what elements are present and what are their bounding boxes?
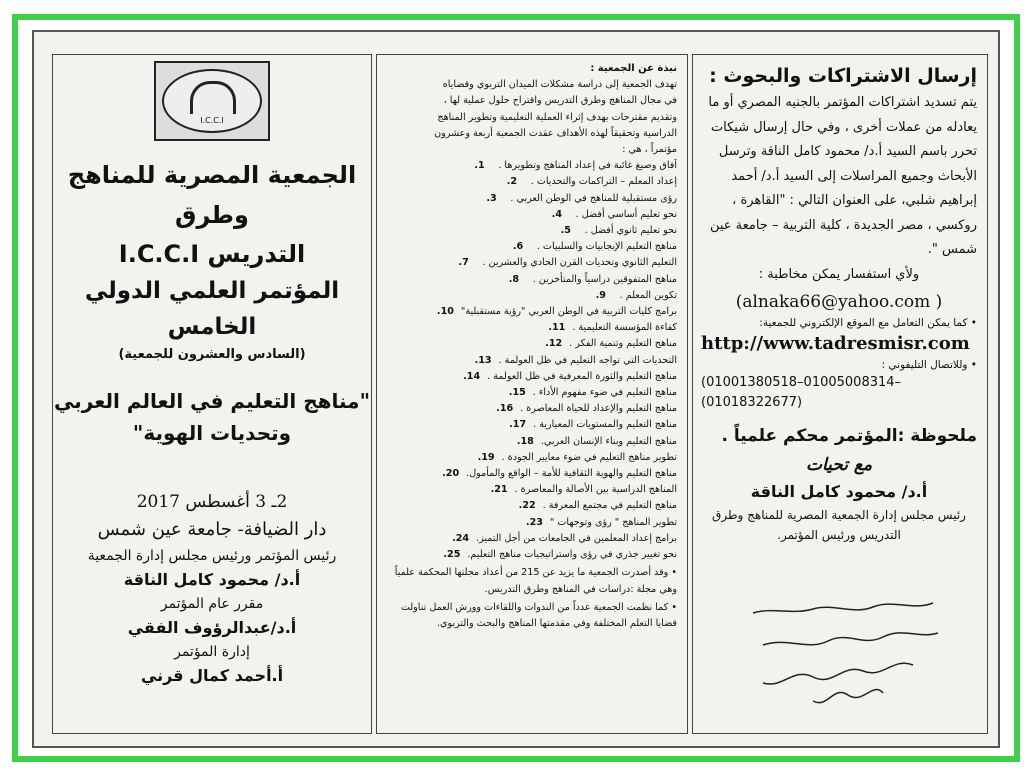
signatory-name: أ.د/ محمود كامل الناقة — [750, 482, 928, 501]
conference-title-column — [52, 54, 372, 734]
about-heading: نبذة عن الجمعية : — [590, 63, 677, 74]
conference-item — [385, 272, 677, 288]
conference-item-number: 14. — [463, 370, 481, 382]
phone-number-2: (01018322677) — [701, 395, 803, 410]
association-about-column — [376, 54, 688, 734]
president-label: رئيس المؤتمر ورئيس مجلس إدارة الجمعية — [87, 548, 337, 564]
handwritten-signature — [733, 593, 953, 713]
intro-line: في مجال المناهج وطرق التدريس واقتراح حلول عملية لها ، — [443, 95, 677, 107]
rapporteur-name: أ.د/عبدالرؤوف الفقي — [127, 618, 297, 637]
conference-item — [385, 498, 677, 514]
intro-line: مؤتمراً ، هي : — [622, 144, 677, 156]
conference-item-number: 3. — [486, 192, 497, 204]
logo-arch-icon — [190, 81, 236, 114]
conference-item-title: برامج كليات التربية في الوطن العربي "رؤية مستقبلية" — [460, 306, 677, 318]
subscriptions-heading: إرسال الاشتراكات والبحوث : — [709, 65, 977, 87]
intro-line: تهدف الجمعية إلى دراسة مشكلات الميدان التربوي وقضاياه — [442, 79, 677, 91]
conference-item — [385, 239, 677, 255]
peer-review-note: ملحوظة :المؤتمر محكم علمياً . — [721, 426, 977, 446]
conference-item-number: 19. — [477, 451, 495, 463]
conference-item-title: تطوير مناهج التعليم في ضوء معايير الجودة . — [501, 451, 677, 463]
conference-theme-line2: وتحديات الهوية" — [132, 421, 292, 445]
conference-item-title: التحديات التي تواجه التعليم في ظل العولمة . — [498, 354, 677, 366]
conference-item-number: 25. — [443, 549, 461, 561]
conference-item-number: 6. — [512, 241, 524, 253]
conference-item-number: 5. — [560, 225, 571, 237]
rapporteur-label: مقرر عام المؤتمر — [160, 596, 264, 612]
conference-item-number: 16. — [496, 403, 514, 415]
conference-item-title: نحو تعليم ثانوي أفضل . — [584, 225, 677, 237]
conference-item — [385, 336, 677, 352]
conference-item-number: 17. — [509, 419, 527, 431]
subscriptions-body: يتم تسديد اشتراكات المؤتمر بالجنيه المصري أو ما يعادله من عملات أخرى ، وفي حال إرسال شيكات تحرر باسم السيد أ.د/ محمود كامل الناقة وترسل الأبحاث وجميع المراسلات إلى السيد أ.د/ أحمد إبراهيم شلبي، على العنوان التالي : "القاهرة ، روكسي ، مصر الجديدة ، كلية التربية – جامعة عين شمس ". — [708, 95, 977, 257]
conference-item-title: تطوير المناهج " رؤى وتوجهات " — [549, 516, 677, 528]
conference-item-number: 10. — [436, 306, 454, 318]
conference-item — [385, 191, 677, 207]
journal-note: • وقد أصدرت الجمعية ما يزيد عن 215 من أعداد مجلتها المحكمة علمياً وهي مجلة :دراسات في المناهج وطرق التدريس. — [394, 567, 677, 595]
conference-item-number: 13. — [474, 354, 492, 366]
conference-item-title: إعداد المعلم – التراكمات والتحديات . — [530, 176, 677, 188]
conference-item-number: 21. — [490, 484, 508, 496]
conference-item — [385, 369, 677, 385]
conference-item-title: مناهج التعليم والثورة المعرفية في ظل العولمة . — [487, 370, 677, 382]
events-note: • كما نظمت الجمعية عدداً من الندوات واللقاءات وورش العمل تناولت قضايا التعلم المختلفة وفي مقدمتها المناهج والبحث والتربوي. — [400, 601, 677, 629]
conference-item-number: 18. — [516, 435, 534, 447]
conference-item — [385, 288, 677, 304]
conference-item-number: 15. — [508, 387, 526, 399]
logo-text: I.C.C.I — [200, 116, 224, 125]
conference-item-number: 2. — [506, 176, 518, 188]
phone-label: • وللاتصال التليفوني : — [881, 359, 977, 371]
conference-item — [385, 207, 677, 223]
conference-item — [385, 417, 677, 433]
conference-item-title: مناهج التعليم والمستويات المعيارية . — [533, 419, 677, 431]
conference-item-title: نحو تعليم أساسي أفضل . — [575, 208, 677, 220]
conference-item-number: 7. — [458, 257, 469, 269]
conferences-list — [385, 158, 677, 563]
conference-item-title: مناهج التعليم والإعداد للحياة المعاصرة . — [520, 403, 677, 415]
conference-item-title: كفاءة المؤسسة التعليمية . — [572, 322, 677, 334]
association-name: الجمعية المصرية للمناهج وطرق — [67, 161, 357, 229]
intro-line: وتقديم مقترحات بهدف إثراء العملية التعليمية وتطوير المناهج — [437, 111, 677, 123]
conference-item-title: تكوين المعلم . — [619, 289, 677, 301]
signatory-role: رئيس مجلس إدارة الجمعية المصرية للمناهج وطرق التدريس ورئيس المؤتمر. — [712, 508, 966, 542]
conference-item-number: 8. — [508, 273, 520, 285]
conference-item — [385, 304, 677, 320]
conference-item-title: مناهج التعليم في مجتمع المعرفة . — [542, 500, 677, 512]
intro-line: الدراسية وتحقيقاً لهذه الأهداف عقدت الجمعية أربعة وعشرون — [434, 127, 677, 139]
conference-venue: دار الضيافة- جامعة عين شمس — [97, 519, 327, 540]
conference-item-number: 23. — [525, 516, 543, 528]
conference-item-number: 20. — [442, 468, 460, 480]
conference-theme-line1: "مناهج التعليم في العالم العربي — [54, 389, 370, 413]
conference-item — [385, 223, 677, 239]
conference-item — [385, 482, 677, 498]
conference-item-title: المناهج الدراسية بين الأصالة والمعاصرة . — [514, 484, 677, 496]
conference-item — [385, 547, 677, 563]
phone-numbers: (01001380518–01005008314– — [701, 375, 902, 390]
conference-item — [385, 320, 677, 336]
conference-item — [385, 174, 677, 190]
conference-item — [385, 515, 677, 531]
conference-item — [385, 255, 677, 271]
conference-item-number: 1. — [474, 160, 485, 172]
conference-subtitle: (السادس والعشرون للجمعية) — [118, 347, 306, 362]
association-logo — [154, 61, 270, 141]
conference-item-number: 24. — [452, 532, 470, 544]
admin-name: أ.أحمد كمال قرني — [140, 666, 284, 685]
conference-name: المؤتمر العلمي الدولي الخامس — [84, 278, 340, 340]
conference-item-number: 22. — [518, 500, 536, 512]
conference-item-title: مناهج التعليم الإيجابيات والسلبيات . — [536, 241, 677, 253]
conference-item-number: 12. — [545, 338, 563, 350]
about-intro — [385, 77, 677, 158]
website-url: http://www.tadresmisr.com — [701, 333, 970, 354]
conference-item-title: مناهج المتفوقين دراسياً والمتأخرين . — [532, 273, 677, 285]
conference-item-title: نحو تغيير جذري في رؤى واستراتيجيات مناهج التعليم. — [467, 549, 677, 561]
conference-item-number: 11. — [548, 322, 566, 334]
conference-item-title: برامج إعداد المعلمين في الجامعات من أجل التميز. — [476, 532, 677, 544]
conference-item — [385, 531, 677, 547]
conference-date: 2ـ 3 أغسطس 2017 — [136, 492, 288, 512]
conference-item-title: مناهج التعليم في ضوء مفهوم الأداء . — [532, 387, 677, 399]
conference-item — [385, 434, 677, 450]
president-name: أ.د/ محمود كامل الناقة — [123, 570, 301, 589]
subscriptions-column — [692, 54, 988, 734]
conference-item-title: رؤى مستقبلية للمناهج في الوطن العربي . — [510, 192, 677, 204]
conference-item-title: مناهج التعليم وبناء الإنسان العربي. — [540, 435, 677, 447]
conference-item-title: آفاق وصيغ غائبة في إعداد المناهج وتطويرها . — [498, 160, 677, 172]
website-label: • كما يمكن التعامل مع الموقع الإلكتروني للجمعية: — [759, 317, 977, 329]
greeting: مع تحيات — [805, 455, 873, 475]
conference-item — [385, 385, 677, 401]
green-border-frame — [12, 14, 1020, 762]
conference-item-number: 9. — [595, 289, 606, 301]
conference-item-title: مناهج التعليم وتنمية الفكر . — [569, 338, 677, 350]
admin-label: إدارة المؤتمر — [174, 644, 250, 660]
newspaper-clipping — [32, 30, 1000, 748]
contact-label: ولأي استفسار يمكن مخاطبة : — [758, 266, 920, 282]
conference-item — [385, 450, 677, 466]
conference-item — [385, 158, 677, 174]
association-name-line2: التدريس I.C.C.I — [118, 240, 306, 268]
contact-email: (alnaka66@yahoo.com ) — [735, 292, 943, 312]
conference-item — [385, 401, 677, 417]
conference-item-number: 4. — [551, 208, 563, 220]
conference-item-title: التعليم الثانوي وتحديات القرن الحادي والعشرين . — [482, 257, 677, 269]
conference-item — [385, 353, 677, 369]
conference-item — [385, 466, 677, 482]
conference-item-title: مناهج التعليم والهوية الثقافية للأمة – الواقع والمأمول. — [466, 468, 677, 480]
